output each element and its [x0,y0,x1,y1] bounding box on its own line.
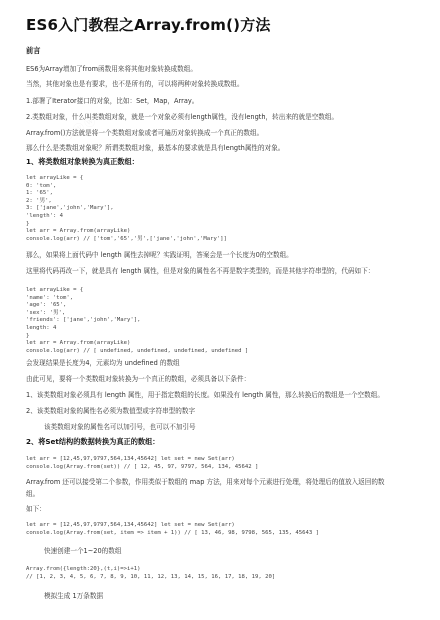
paragraph: Array.from()方法就是将一个类数组对象或者可遍历对象转换成一个真正的数组。 [26,129,264,137]
code-line: 'friends': ['jane','john','Mary'], [26,317,141,324]
code-line: } [26,332,30,339]
code-line: 'name': 'tom', [26,294,74,301]
code-line: console.log(arr) // ['tom','65','男',['jane','john','Mary']] [26,235,227,242]
paragraph: 1.部署了Iterator接口的对象，比如：Set，Map，Array。 [26,97,199,105]
paragraph: 会发现结果是长度为4，元素均为 undefined 的数组 [26,359,180,367]
code-line: 2: '男', [26,197,52,204]
preface-heading: 前言 [26,46,41,55]
paragraph: ES6为Array增加了from函数用来将其他对象转换成数组。 [26,65,197,73]
code-line: let arr = [12,45,97,9797,564,134,45642] let set = new Set(arr) [26,456,235,462]
code-block [26,175,227,243]
code-block [26,456,258,471]
code-line: 'length': 4 [26,212,64,219]
code-line: console.log(arr) // [ undefined, undefined, undefined, undefined ] [26,347,249,354]
paragraph: Array.from 还可以接受第二个参数，作用类似于数组的 map 方法，用来对每个元素进行处理，将处理后的值放入返回的数 [26,478,385,486]
code-line: console.log(Array.from(set, item => item + 1)) // [ 13, 46, 98, 9798, 565, 135, 45643 ] [26,529,319,536]
paragraph: 当然，其他对象也是有要求，也不是所有的，可以将两种对象转换成数组。 [26,80,244,88]
code-line: Array.from({length:20},(t,i)=>i+1) [26,566,141,572]
code-line: 3: ['jane','john','Mary'], [26,205,114,212]
paragraph: 由此可见，要将一个类数组对象转换为一个真正的数组，必须具备以下条件： [26,375,251,383]
paragraph: 该类数组对象的属性名可以加引号，也可以不加引号 [44,423,196,431]
code-block [26,566,275,581]
code-block [26,522,319,537]
paragraph: 那么什么是类数组对象呢？所谓类数组对象，最基本的要求就是具有length属性的对象。 [26,144,285,152]
section-heading: 2、将Set结构的数据转换为真正的数组： [26,437,160,446]
code-line: 'sex': '男', [26,309,66,316]
code-line: let arr = [12,45,97,9797,564,134,45642] let set = new Set(arr) [26,522,235,528]
code-line: // [1, 2, 3, 4, 5, 6, 7, 8, 9, 10, 11, 12, 13, 14, 15, 16, 17, 18, 19, 20] [26,573,276,580]
code-line: let arr = Array.from(arrayLike) [26,228,131,235]
paragraph: 2.类数组对象，什么叫类数组对象，就是一个对象必须有length属性，没有length，转出来的就是空数组。 [26,113,339,121]
paragraph: 2、该类数组对象的属性名必须为数值型或字符串型的数字 [26,407,196,415]
code-line: length: 4 [26,324,57,331]
paragraph: 模拟生成 1万条数据 [44,592,104,600]
paragraph: 组。 [26,490,40,498]
paragraph: 那么，如果将上面代码中 length 属性去掉呢？实践证明，答案会是一个长度为0的空数组。 [26,251,293,259]
code-block [26,287,248,355]
paragraph: 1、该类数组对象必须具有 length 属性，用于指定数组的长度。如果没有 length 属性，那么转换后的数组是一个空数组。 [26,391,384,399]
code-line: 'age': '65', [26,302,67,309]
code-line: } [26,220,30,227]
code-line: 1: '65', [26,190,53,197]
code-line: let arrayLike = { [26,287,84,293]
code-line: let arrayLike = { [26,175,84,181]
section-heading: 1、将类数组对象转换为真正数组： [26,157,139,166]
code-line: 0: 'tom', [26,182,57,189]
page-title: ES6入门教程之Array.from()方法 [26,16,271,34]
code-line: let arr = Array.from(arrayLike) [26,340,131,347]
watermark: ⓦⓦⓦ [59,113,100,144]
paragraph: 如下： [26,505,46,513]
code-line: console.log(Array.from(set)) // [ 12, 45, 97, 9797, 564, 134, 45642 ] [26,463,259,470]
paragraph: 这里将代码再改一下，就是具有 length 属性，但是对象的属性名不再是数字类型的，而是其他字符串型的，代码如下： [26,267,375,275]
paragraph: 快速创建一个1~20的数组 [44,547,122,555]
